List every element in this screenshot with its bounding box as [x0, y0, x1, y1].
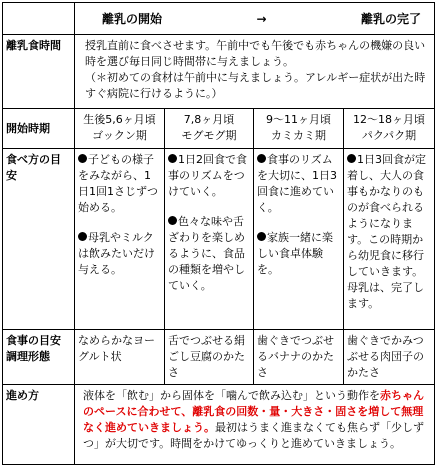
- bullet-item: 家族一緒に楽しい食卓体験を。: [257, 231, 333, 276]
- progress-label: 進め方: [3, 385, 75, 465]
- header-row: [3, 3, 435, 35]
- feeding-time-text: 授乳直前に食べさせます。午前中でも午後でも赤ちゃんの機嫌の良い時を選び毎日同じ時間帯に与えましょう。: [85, 39, 426, 68]
- bullet-item: 子どもの様子をみながら、1日1回1さじずつ始める。: [78, 153, 158, 214]
- feeding-time-note: （＊初めての食材は午前中に与えましょう。アレルギー症状が出た時すぐ病院に行けるように。）: [85, 71, 426, 100]
- bullet-icon: [257, 154, 266, 163]
- stage-cell-2: [165, 109, 254, 149]
- food-form-row: [3, 330, 435, 385]
- food-form-cell-4: 歯ぐきでかみつぶせる肉団子のかたさ: [344, 330, 435, 385]
- stage-cell-1: [75, 109, 165, 149]
- bullet-item: 色々な味や舌ざわりを楽しめるように、食品の種類を増やしていく。: [168, 215, 245, 292]
- start-period-row: [3, 109, 435, 149]
- stage-name: パクパク期: [361, 129, 417, 142]
- start-period-label: 開始時期: [3, 109, 75, 149]
- feeding-time-label: 離乳食時間: [3, 35, 75, 109]
- stage-cell-3: [254, 109, 344, 149]
- food-form-cell-3: 歯ぐきでつぶせるバナナのかたさ: [254, 330, 344, 385]
- food-form-label: [3, 330, 75, 385]
- bullet-icon: [347, 154, 356, 163]
- stage-age: 7,8ヶ月頃: [183, 113, 235, 126]
- header-arrow: →: [256, 11, 267, 26]
- progress-emphasis: 赤ちゃんのペースに合わせて、離乳食の回数・量・大きさ・固さを増して無理なく進めていきましょう。: [83, 389, 424, 434]
- food-form-cell-2: 舌でつぶせる絹ごし豆腐のかたさ: [165, 330, 254, 385]
- bullet-icon: [78, 232, 87, 241]
- stage-cell-4: [344, 109, 435, 149]
- eating-goal-row: [3, 149, 435, 330]
- food-form-label-line1: 食事の目安: [6, 334, 61, 347]
- stage-age: 12～18ヶ月頃: [353, 113, 426, 126]
- bullet-item: 1日3回食が定着し、大人の食事もかなりのものが食べられるようになります。この時期から幼児食に移行していきます。母乳は、完了します。: [347, 153, 426, 310]
- progress-text: [75, 385, 435, 465]
- bullet-icon: [168, 216, 177, 225]
- progress-row: [3, 385, 435, 465]
- bullet-item: 1日2回食で食事のリズムをつけていく。: [168, 153, 247, 198]
- eating-goal-cell-1: [75, 149, 165, 330]
- eating-goal-label: 食べ方の目安: [3, 149, 75, 330]
- stage-name: ゴックン期: [92, 129, 147, 142]
- food-form-label-line2: 調理形態: [6, 350, 50, 363]
- stage-age: 生後5,6ヶ月頃: [83, 113, 156, 126]
- bullet-item: 母乳やミルクは飲みたいだけ与える。: [78, 231, 155, 276]
- stage-name: モグモグ期: [181, 129, 237, 142]
- stage-name: カミカミ期: [271, 129, 326, 142]
- progress-part3: 最初はうまく進まなくても焦らず「少しずつ」が大切です。時間をかけてゆっくりと進めていきましょう。: [83, 421, 424, 450]
- header-start: 離乳の開始: [102, 11, 163, 26]
- header-end: 離乳の完了: [361, 11, 422, 26]
- header-corner-cell: [3, 3, 75, 35]
- header-banner: [78, 11, 431, 27]
- food-form-cell-1: なめらかなヨーグルト状: [75, 330, 165, 385]
- feeding-time-row: [3, 35, 435, 109]
- stage-age: 9～11ヶ月頃: [266, 113, 331, 126]
- bullet-item: 食事のリズムを大切に、1日3回食に進めていく。: [257, 153, 337, 214]
- bullet-icon: [257, 232, 266, 241]
- bullet-icon: [78, 154, 87, 163]
- progress-part1: 液体を「飲む」から固体を「噛んで飲み込む」という動作を: [83, 389, 380, 402]
- weaning-schedule-table: [2, 2, 435, 465]
- bullet-icon: [168, 154, 177, 163]
- eating-goal-cell-2: [165, 149, 254, 330]
- eating-goal-cell-3: [254, 149, 344, 330]
- eating-goal-cell-4: [344, 149, 435, 330]
